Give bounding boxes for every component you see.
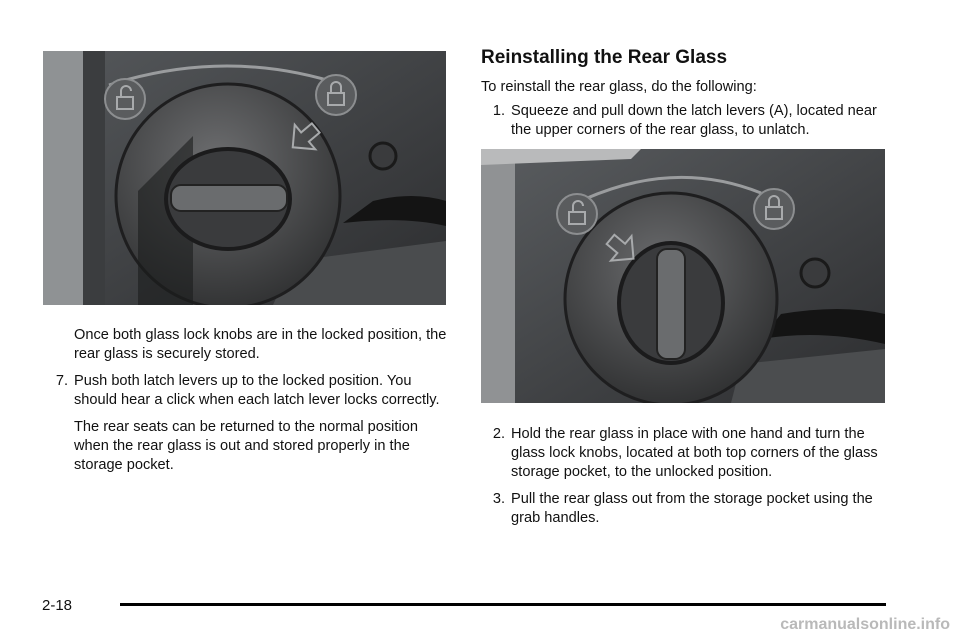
step-text: Squeeze and pull down the latch levers (A), located near the upper corners of the rear glass, to unlatch. — [511, 103, 877, 138]
step-text: Hold the rear glass in place with one hand and turn the glass lock knobs, located at both top corners of the glass storage pocket, to the unlocked position. — [511, 426, 878, 480]
step-number: 2. — [492, 426, 505, 442]
step-number: 7. — [55, 373, 68, 389]
paragraph-stored-securely: Once both glass lock knobs are in the locked position, the rear glass is securely stored. — [74, 327, 447, 362]
photo-knob-unlocked — [481, 149, 885, 403]
watermark: carmanualsonline.info — [780, 616, 950, 633]
section-heading: Reinstalling the Rear Glass — [481, 47, 728, 68]
photo-knob-locked — [43, 51, 446, 305]
lock-open-icon — [557, 194, 597, 234]
step-number: 3. — [492, 491, 505, 507]
step-text: Push both latch levers up to the locked position. You should hear a click when each latch lever locks correctly. — [74, 373, 440, 408]
step-2 — [481, 425, 885, 482]
lock-open-icon — [105, 79, 145, 119]
paragraph-rear-seats: The rear seats can be returned to the normal position when the rear glass is out and stored properly in the storage pocket. — [74, 419, 418, 473]
step-1 — [481, 102, 885, 140]
right-column — [481, 46, 901, 140]
intro-text: To reinstall the rear glass, do the following: — [481, 79, 757, 95]
page-number: 2-18 — [42, 597, 73, 614]
footer-rule — [120, 603, 886, 606]
step-7 — [44, 372, 448, 410]
step-number: 1. — [492, 103, 505, 119]
left-column — [44, 326, 448, 475]
right-column-lower — [481, 425, 885, 528]
step-text: Pull the rear glass out from the storage pocket using the grab handles. — [511, 491, 873, 526]
lock-closed-icon — [316, 75, 356, 115]
step-3 — [481, 490, 885, 528]
lock-closed-icon — [754, 189, 794, 229]
